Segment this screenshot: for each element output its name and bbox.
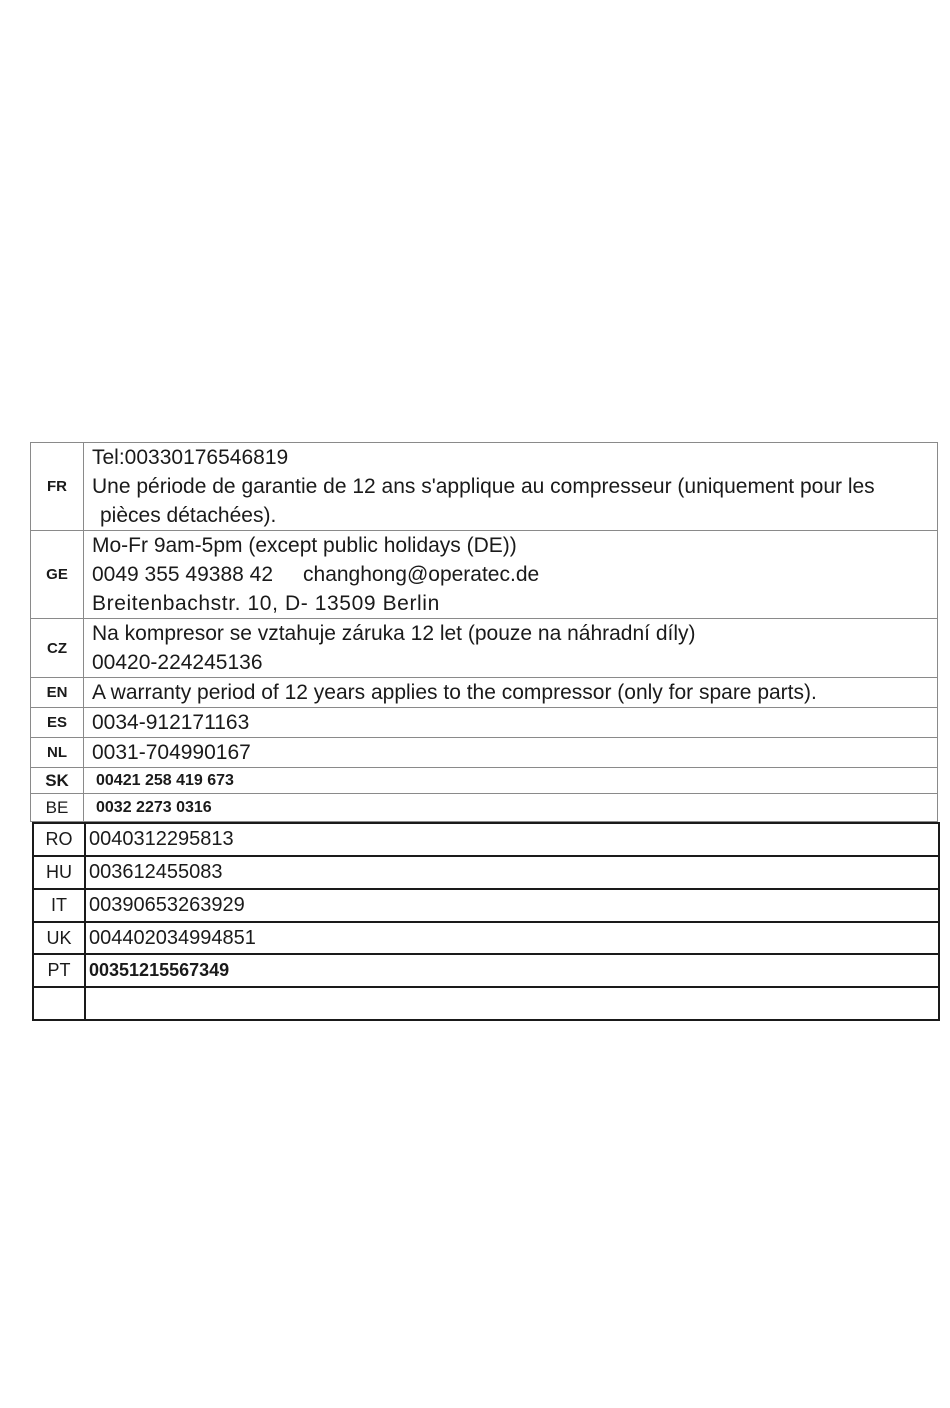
country-code-nl: NL <box>31 738 84 768</box>
table-row <box>33 922 939 954</box>
country-code-hu: HU <box>33 856 85 889</box>
uk-phone: 004402034994851 <box>85 922 939 954</box>
fr-tel: Tel:00330176546819 <box>92 446 289 469</box>
table-row <box>33 889 939 922</box>
fr-warranty-text: Une période de garantie de 12 ans s'applique au compresseur (uniquement pour les <box>92 475 875 498</box>
be-phone: 0032 2273 0316 <box>84 794 938 822</box>
it-phone: 00390653263929 <box>85 889 939 922</box>
table-row <box>31 443 938 531</box>
sk-phone: 00421 258 419 673 <box>84 768 938 794</box>
ge-address: Breitenbachstr. 10, D- 13509 Berlin <box>92 592 440 615</box>
fr-info <box>84 443 938 531</box>
es-phone: 0034-912171163 <box>84 708 938 738</box>
ro-phone: 0040312295813 <box>85 823 939 856</box>
table-row <box>31 738 938 768</box>
ge-hours: Mo-Fr 9am-5pm (except public holidays (DE)) <box>92 534 517 557</box>
empty-number-cell <box>85 987 939 1020</box>
country-code-sk: SK <box>31 768 84 794</box>
table-row <box>33 954 939 987</box>
contact-table-lower <box>32 822 940 1021</box>
country-code-pt: PT <box>33 954 85 987</box>
ge-contact-line <box>92 560 937 589</box>
table-row-empty <box>33 987 939 1020</box>
contact-table-upper <box>30 442 938 822</box>
ge-info <box>84 531 938 619</box>
nl-phone: 0031-704990167 <box>84 738 938 768</box>
country-code-uk: UK <box>33 922 85 954</box>
table-row <box>31 531 938 619</box>
hu-phone: 003612455083 <box>85 856 939 889</box>
fr-warranty-text-cont: pièces détachées). <box>100 504 277 527</box>
cz-phone: 00420-224245136 <box>92 651 263 674</box>
cz-warranty-text: Na kompresor se vztahuje záruka 12 let (pouze na náhradní díly) <box>92 622 696 645</box>
table-row <box>31 708 938 738</box>
country-code-be: BE <box>31 794 84 822</box>
pt-phone: 00351215567349 <box>85 954 939 987</box>
table-row <box>31 619 938 678</box>
country-code-cz: CZ <box>31 619 84 678</box>
country-code-it: IT <box>33 889 85 922</box>
en-warranty-text: A warranty period of 12 years applies to the compressor (only for spare parts). <box>84 678 938 708</box>
country-code-ro: RO <box>33 823 85 856</box>
ge-phone: 0049 355 49388 42 <box>92 563 274 586</box>
country-code-fr: FR <box>31 443 84 531</box>
table-row <box>33 856 939 889</box>
empty-code-cell <box>33 987 85 1020</box>
cz-info <box>84 619 938 678</box>
table-row <box>33 823 939 856</box>
country-code-ge: GE <box>31 531 84 619</box>
table-row <box>31 794 938 822</box>
country-code-es: ES <box>31 708 84 738</box>
ge-email: changhong@operatec.de <box>303 563 540 586</box>
table-row <box>31 768 938 794</box>
table-row <box>31 678 938 708</box>
country-code-en: EN <box>31 678 84 708</box>
